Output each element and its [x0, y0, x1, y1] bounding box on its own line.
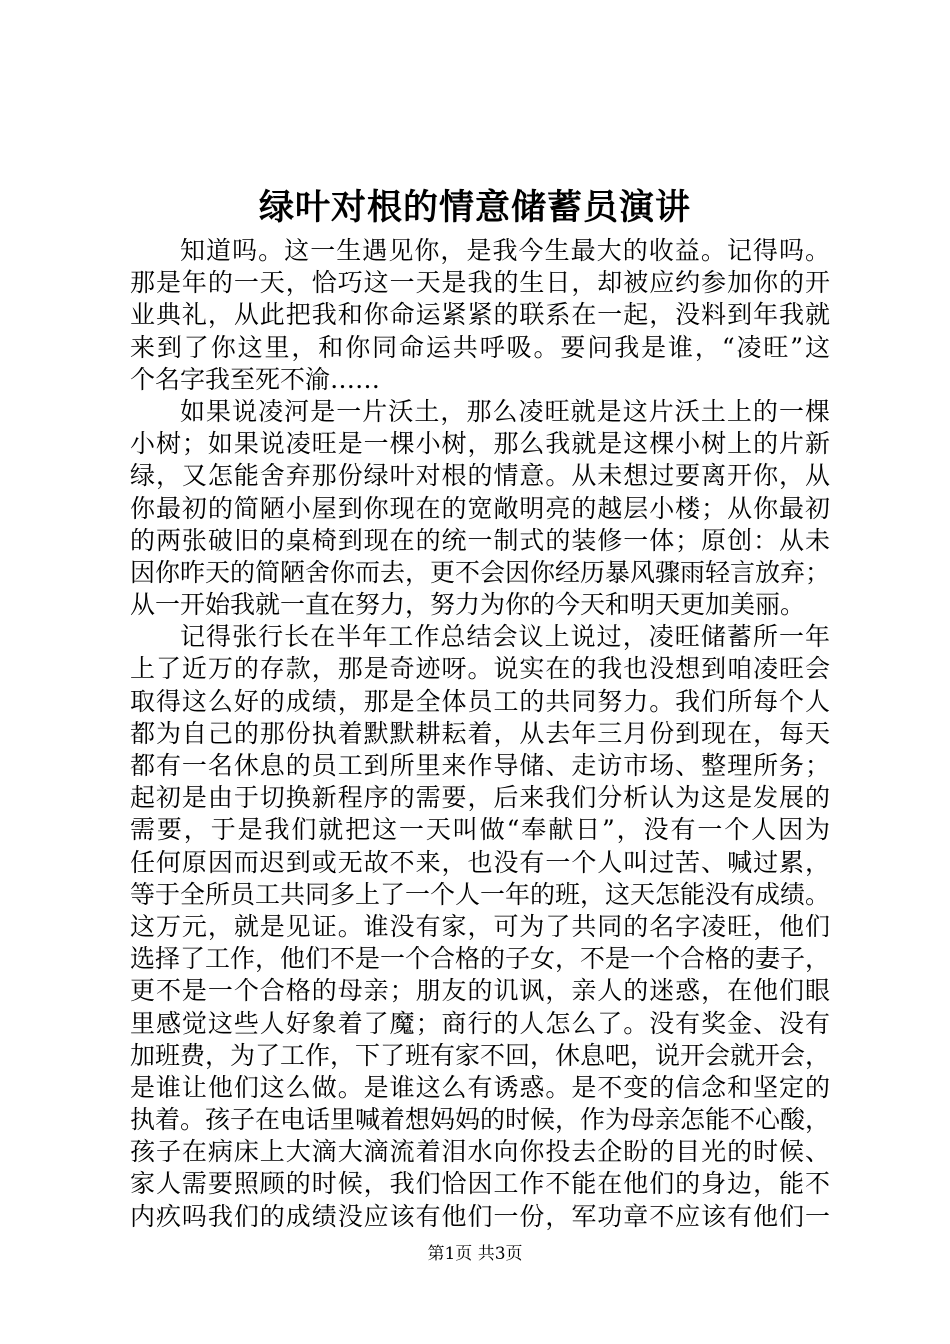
text-line: 个名字我至死不渝……	[130, 364, 381, 394]
text-line: 更不是一个合格的母亲；朋友的讥讽，亲人的迷惑，在他们眼	[130, 976, 830, 1006]
text-line: 从一开始我就一直在努力，努力为你的今天和明天更加美丽。	[130, 590, 806, 620]
text-line: 小树；如果说凌旺是一棵小树，那么我就是这棵小树上的片新	[130, 429, 830, 459]
text-line: 上了近万的存款，那是奇迹呀。说实在的我也没想到咱凌旺会	[130, 654, 830, 684]
text-line: 是谁让他们这么做。是谁这么有诱惑。是不变的信念和坚定的	[130, 1072, 830, 1102]
text-line: 都为自己的那份执着默默耕耘着，从去年三月份到现在，每天	[130, 718, 830, 748]
text-line: 家人需要照顾的时候，我们恰因工作不能在他们的身边，能不	[130, 1169, 830, 1199]
text-line: 来到了你这里，和你同命运共呼吸。要问我是谁，“凌旺”这	[130, 332, 830, 362]
text-line: 你最初的简陋小屋到你现在的宽敞明亮的越层小楼；从你最初	[130, 493, 830, 523]
text-line: 加班费，为了工作，下了班有家不回，休息吧，说开会就开会，	[130, 1040, 831, 1070]
text-line: 任何原因而迟到或无故不来，也没有一个人叫过苦、喊过累，	[130, 847, 830, 877]
document-title: 绿叶对根的情意储蓄员演讲	[258, 187, 691, 228]
document-body	[130, 235, 830, 1233]
text-line: 记得张行长在半年工作总结会议上说过，凌旺储蓄所一年	[180, 622, 830, 652]
text-line: 这万元，就是见证。谁没有家，可为了共同的名字凌旺，他们	[130, 911, 830, 941]
text-line: 如果说凌河是一片沃土，那么凌旺就是这片沃土上的一棵	[180, 396, 830, 426]
text-line: 等于全所员工共同多上了一个人一年的班，这天怎能没有成绩。	[130, 879, 831, 909]
text-line: 取得这么好的成绩，那是全体员工的共同努力。我们所每个人	[130, 686, 830, 716]
text-line: 选择了工作，他们不是一个合格的子女，不是一个合格的妻子，	[130, 944, 831, 974]
text-line: 需要，于是我们就把这一天叫做“奉献日”，没有一个人因为	[130, 815, 830, 845]
text-line: 的两张破旧的桌椅到现在的统一制式的装修一体；原创：从未	[130, 525, 830, 555]
text-line: 孩子在病床上大滴大滴流着泪水向你投去企盼的目光的时候、	[130, 1137, 830, 1167]
text-line: 执着。孩子在电话里喊着想妈妈的时候，作为母亲怎能不心酸，	[130, 1105, 831, 1135]
text-line: 业典礼，从此把我和你命运紧紧的联系在一起，没料到年我就	[130, 300, 830, 330]
text-line: 绿，又怎能舍弃那份绿叶对根的情意。从未想过要离开你，从	[130, 461, 830, 491]
text-line: 内疚吗我们的成绩没应该有他们一份，军功章不应该有他们一	[130, 1201, 830, 1231]
text-line: 起初是由于切换新程序的需要，后来我们分析认为这是发展的	[130, 783, 830, 813]
text-line: 因你昨天的简陋舍你而去，更不会因你经历暴风骤雨轻言放弃；	[130, 557, 831, 587]
text-line: 知道吗。这一生遇见你，是我今生最大的收益。记得吗。	[180, 236, 830, 265]
text-line: 那是年的一天，恰巧这一天是我的生日，却被应约参加你的开	[130, 268, 830, 298]
page-number: 第1页 共3页	[427, 1244, 523, 1264]
text-line: 都有一名休息的员工到所里来作导储、走访市场、整理所务；	[130, 751, 830, 780]
text-line: 里感觉这些人好象着了魔；商行的人怎么了。没有奖金、没有	[130, 1008, 830, 1038]
